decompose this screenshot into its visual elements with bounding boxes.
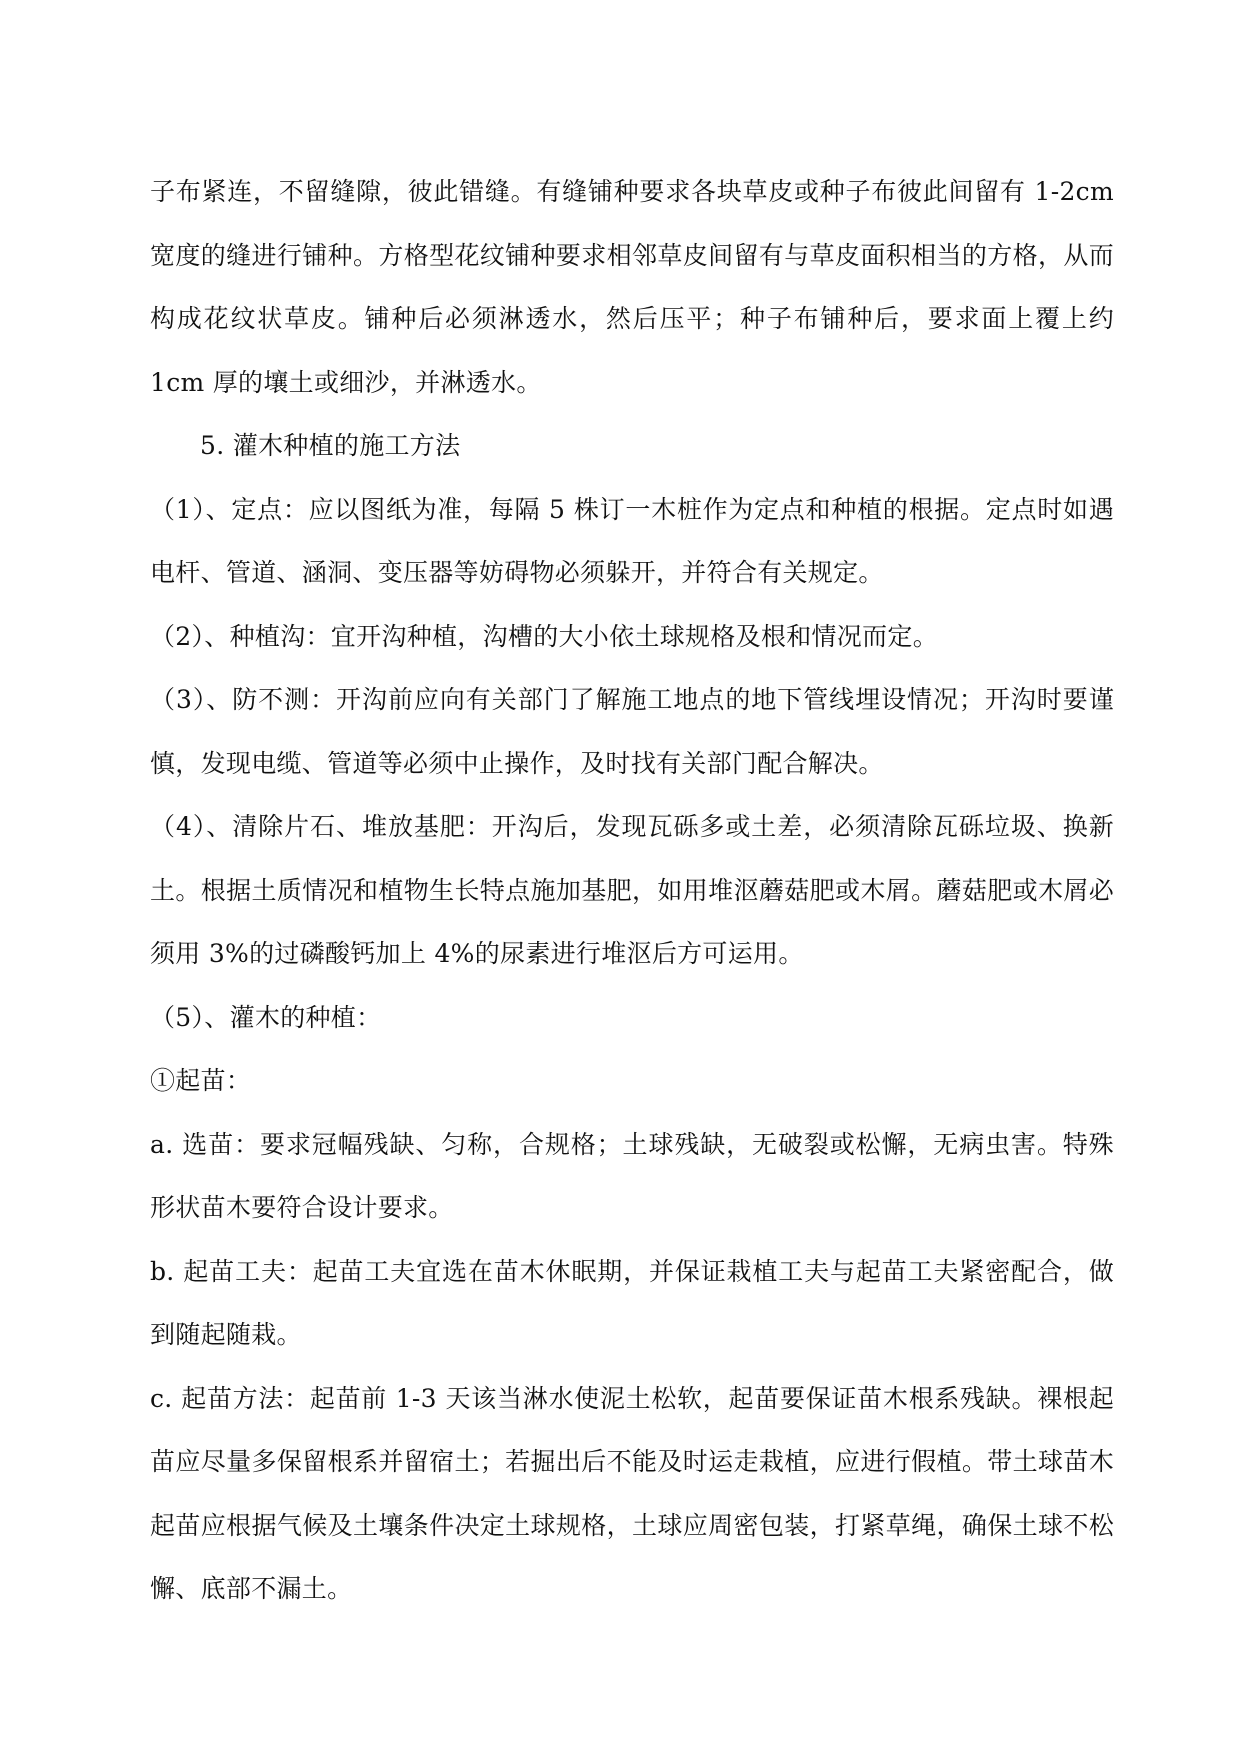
paragraph-precaution: （3）、防不测：开沟前应向有关部门了解施工地点的地下管线埋设情况；开沟时要谨慎，发现电缆、管道等必须中止操作，及时找有关部门配合解决。: [150, 685, 1114, 778]
paragraph-shrub-planting: （5）、灌木的种植：: [150, 1002, 382, 1032]
paragraph-planting-trench: （2）、种植沟：宜开沟种植，沟槽的大小依土球规格及根和情况而定。: [150, 621, 939, 651]
paragraph-positioning: （1）、定点：应以图纸为准，每隔 5 株订一木桩作为定点和种植的根据。定点时如遇电杆、管道、涵洞、变压器等妨碍物必须躲开，并符合有关规定。: [150, 494, 1114, 587]
paragraph-lifting-time: b. 起苗工夫：起苗工夫宜选在苗木休眠期，并保证栽植工夫与起苗工夫紧密配合，做到随起随栽。: [150, 1256, 1114, 1349]
paragraph-clear-stones-fertilizer: （4）、清除片石、堆放基肥：开沟后，发现瓦砾多或土差，必须清除瓦砾垃圾、换新土。根据土质情况和植物生长特点施加基肥，如用堆沤蘑菇肥或木屑。蘑菇肥或木屑必须用 3%的过磷酸钙加上 4%的尿素进行堆沤后方可运用。: [150, 812, 1114, 968]
section-heading-shrub-planting: 5. 灌木种植的施工方法: [200, 431, 461, 460]
paragraph-seedling-selection: a. 选苗：要求冠幅残缺、匀称，合规格；土球残缺，无破裂或松懈，无病虫害。特殊形状苗木要符合设计要求。: [150, 1129, 1114, 1222]
paragraph-lifting-method: c. 起苗方法：起苗前 1-3 天该当淋水使泥土松软，起苗要保证苗木根系残缺。裸根起苗应尽量多保留根系并留宿土；若掘出后不能及时运走栽植，应进行假植。带土球苗木起苗应根据气候及土壤条件决定土球规格，土球应周密包装，打紧草绳，确保土球不松懈、底部不漏土。: [150, 1383, 1114, 1603]
paragraph-lawn-laying: 子布紧连，不留缝隙，彼此错缝。有缝铺种要求各块草皮或种子布彼此间留有 1-2cm 宽度的缝进行铺种。方格型花纹铺种要求相邻草皮间留有与草皮面积相当的方格，从而构成花纹状草皮。铺种后必须淋透水，然后压平；种子布铺种后，要求面上覆上约 1cm 厚的壤土或细沙，并淋透水。: [150, 177, 1114, 397]
paragraph-seedling-lifting: ①起苗：: [150, 1066, 252, 1095]
document-body: [150, 160, 1114, 1621]
